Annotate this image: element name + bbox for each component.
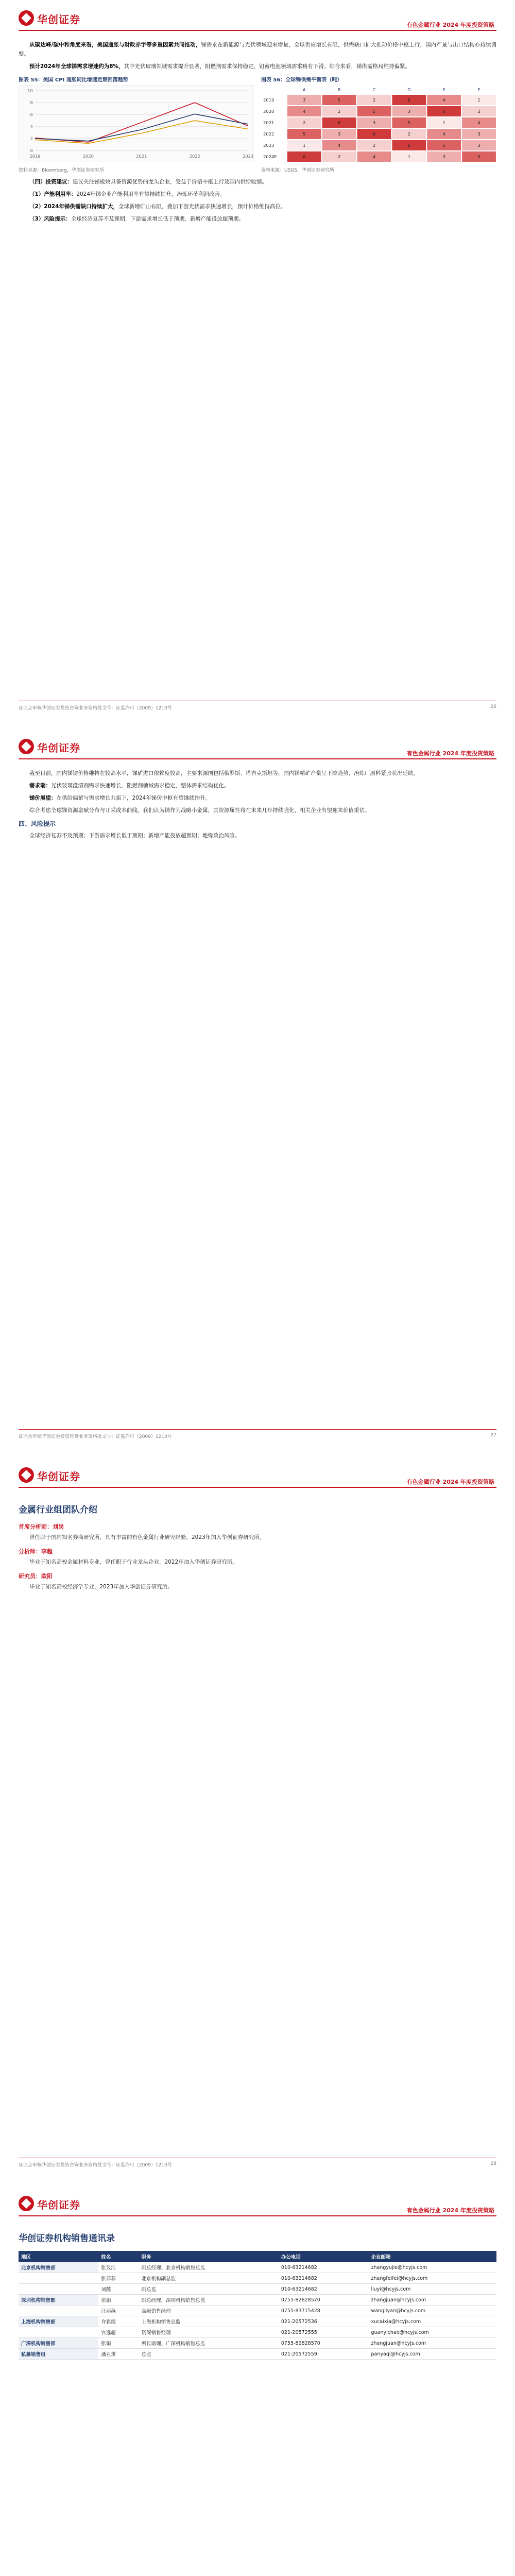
cell-phone: 010-63214682 — [279, 2262, 369, 2273]
table-body — [19, 2262, 496, 2360]
cell-phone: 0755-83715428 — [279, 2306, 369, 2316]
paragraph: 需求端：光伏玻璃澄清剂需求快速增长，阻燃剂领域需求稳定，整体需求结构优化。 — [29, 783, 230, 789]
risk-paragraph: 全球经济复苏不及预期；下游需求增长低于预期；新增产能投放超预期；地缘政治风险。 — [29, 833, 241, 839]
heatmap-table — [261, 85, 496, 162]
cell-email: guanyichao@hcyjs.com — [369, 2327, 497, 2338]
cell-role: 总监 — [139, 2349, 279, 2360]
heat-value: 1 — [407, 154, 410, 159]
row-label: 2023 — [263, 143, 274, 148]
y-tick-label: 4 — [30, 124, 33, 129]
page-number: 28 — [490, 2161, 496, 2166]
logo-icon — [19, 2196, 34, 2211]
page-body — [19, 2226, 496, 2360]
table-row — [19, 2316, 496, 2327]
profile-name: 首席分析师：刘岗 — [19, 1523, 64, 1530]
heat-value: 6 — [372, 131, 376, 137]
heat-value: 1 — [303, 143, 306, 148]
table-row — [19, 2306, 496, 2316]
cell-region — [19, 2284, 98, 2295]
cell-email: xucaixia@hcyjs.com — [369, 2316, 497, 2327]
cell-name: 张昱洁 — [98, 2262, 139, 2273]
col-label: F — [477, 87, 480, 92]
col-header: 办公电话 — [279, 2251, 369, 2262]
page-body — [19, 40, 496, 227]
cell-phone: 021-20572559 — [279, 2349, 369, 2360]
y-tick-label: 2 — [30, 136, 33, 141]
heat-value: 6 — [303, 154, 306, 159]
figure-source: 资料来源：USGS，华创证券研究所 — [261, 168, 334, 173]
header-rule — [19, 1487, 496, 1488]
cell-phone: 0755-82828570 — [279, 2338, 369, 2349]
row-label: 2019 — [263, 97, 274, 103]
cell-region — [19, 2273, 98, 2284]
x-tick-label: 2020 — [82, 154, 94, 159]
table-row — [19, 2273, 496, 2284]
paragraph: （2）2024年锑供需缺口持续扩大，全球新增矿山有限，叠加下游光伏需求快速增长，预计价格维持高位。 — [29, 204, 286, 210]
series-line — [35, 103, 248, 142]
report-title: 有色金属行业 2024 年度投资策略 — [406, 22, 494, 28]
cell-role: 北京机构副总监 — [139, 2273, 279, 2284]
heat-value: 3 — [337, 131, 341, 137]
cell-name: 张娟 — [98, 2338, 139, 2349]
heat-value: 5 — [337, 97, 341, 103]
cell-region: 深圳机构销售部 — [19, 2295, 98, 2306]
paragraph: 锑价展望：在供给偏紧与需求增长共振下，2024年锑价中枢有望继续抬升。 — [29, 795, 211, 801]
figure-balance — [261, 75, 496, 173]
figure-caption: 图表 56：全球锑供需平衡表（吨） — [261, 77, 342, 83]
cell-phone: 010-63214682 — [279, 2284, 369, 2295]
cell-phone: 021-20572555 — [279, 2327, 369, 2338]
cell-region: 北京机构销售部 — [19, 2262, 98, 2273]
col-header: 职务 — [139, 2251, 279, 2262]
heat-value: 1 — [442, 120, 445, 125]
heat-value: 6 — [407, 97, 410, 103]
cell-region: 广深机构销售部 — [19, 2338, 98, 2349]
table-row — [19, 2295, 496, 2306]
cell-role: 副总经理、北京机构销售总监 — [139, 2262, 279, 2273]
heat-value: 3 — [303, 97, 306, 103]
paragraph: （3）风险提示：全球经济复苏不及预期，下游需求增长低于预期，新增产能投放超预期。 — [29, 216, 244, 222]
page-footer — [19, 1429, 496, 1442]
cell-email: wangliyan@hcyjs.com — [369, 2306, 497, 2316]
x-tick-label: 2023 — [243, 154, 254, 159]
cell-role: 所长助理、广深机构销售总监 — [139, 2338, 279, 2349]
x-tick-label: 2019 — [29, 154, 41, 159]
cell-role: 副总经理、深圳机构销售总监 — [139, 2295, 279, 2306]
col-header: 地区 — [19, 2251, 98, 2262]
cell-name: 许彩霞 — [98, 2316, 139, 2327]
paragraph: （四）投资建议：建议关注锑板块具备资源优势的龙头企业，受益于价格中枢上行及国内供给收缩。 — [29, 179, 267, 185]
header-rule — [19, 30, 496, 31]
paragraph: 综合考虑全球锑资源禀赋分布与开采成本曲线，我们认为锑作为战略小金属，其资源属性将在未来几年持续强化，相关企业有望迎来价值重估。 — [29, 807, 370, 814]
figure-source: 资料来源：Bloomberg，华创证券研究所 — [19, 168, 104, 173]
page-body — [19, 769, 496, 843]
page-header — [0, 1457, 515, 1494]
paragraph: 截至目前，国内锑锭价格维持在较高水平，锑矿进口依赖度较高，主要来源国包括俄罗斯、塔吉克斯坦等，国内锑精矿产量呈下降趋势，冶炼厂原料紧张状况延续。 — [29, 770, 419, 776]
page-number: 26 — [490, 704, 496, 709]
cell-email: zhangjuan@hcyjs.com — [369, 2295, 497, 2306]
heat-value: 2 — [303, 120, 306, 125]
profile-text: 毕业于知名高校经济学专业，2023年加入华创证券研究所。 — [29, 1584, 173, 1590]
footer-disclaimer: 证监会审核华创证券投资咨询业务资格批文号：证监许可（2009）1210号 — [19, 1434, 172, 1439]
report-title: 有色金属行业 2024 年度投资策略 — [406, 2207, 494, 2214]
cell-role: 副总监 — [139, 2284, 279, 2295]
paragraph: （1）产能利用率：2024年锑企业产能利用率有望持续提升，冶炼环节利润改善。 — [29, 191, 226, 197]
table-row — [19, 2284, 496, 2295]
section-heading: 四、风险提示 — [19, 820, 56, 827]
brand-logo: 华创证券 — [19, 2196, 96, 2211]
profile-text: 曾任职于国内知名券商研究所，具有丰富的有色金属行业研究经验，2023年加入华创证券研究所。 — [29, 1534, 265, 1540]
heat-value: 3 — [477, 131, 480, 137]
col-header: 姓名 — [98, 2251, 139, 2262]
heat-value: 2 — [477, 109, 480, 114]
heat-value: 2 — [337, 154, 341, 159]
profile-name: 研究员：欧阳 — [19, 1573, 53, 1580]
cell-phone: 021-20572536 — [279, 2316, 369, 2327]
brand-logo: 华创证券 — [19, 739, 96, 754]
x-tick-label: 2022 — [189, 154, 200, 159]
heat-value: 5 — [442, 143, 445, 148]
heat-value: 3 — [372, 120, 376, 125]
page-footer — [19, 701, 496, 713]
line-chart — [19, 85, 254, 162]
heat-value: 3 — [477, 143, 480, 148]
footer-disclaimer: 证监会审核华创证券投资咨询业务资格批文号：证监许可（2009）1210号 — [19, 706, 172, 711]
page-26 — [0, 0, 515, 728]
cell-role: 高级销售经理 — [139, 2306, 279, 2316]
cell-email: panyaqi@hcyjs.com — [369, 2349, 497, 2360]
y-tick-label: 0 — [30, 148, 33, 154]
page-28 — [0, 1457, 515, 2185]
heat-value: 4 — [442, 97, 445, 103]
page-header — [0, 728, 515, 766]
heat-value: 4 — [303, 109, 306, 114]
col-label: B — [337, 87, 341, 92]
logo-icon — [19, 739, 34, 754]
cell-name: 官逸超 — [98, 2327, 139, 2338]
col-label: A — [302, 87, 306, 92]
cell-region: 私募销售组 — [19, 2349, 98, 2360]
heat-value: 5 — [407, 120, 410, 125]
brand-logo: 华创证券 — [19, 10, 96, 26]
page-number: 27 — [490, 1433, 496, 1438]
heat-value: 4 — [372, 154, 376, 159]
contact-table — [19, 2251, 496, 2360]
paragraph: 从碳达峰/碳中和角度来看，美国通胀与财政赤字等多重因素共同推动，锑需求在新能源与光伏领域迎来增量，全球供应增长有限，供需缺口扩大推动价格中枢上行，国内产量与出口结构亦持续调整。 — [19, 42, 497, 57]
heat-value: 2 — [407, 131, 410, 137]
row-label: 2021 — [263, 120, 274, 125]
heat-value: 4 — [442, 131, 445, 137]
paragraph: 预计2024年全球锑需求增速约为8%，其中光伏玻璃领域需求提升显著，阻燃剂需求保持稳定，铅蓄电池领域需求略有下滑。综合来看，锑供需格局维持偏紧。 — [29, 63, 411, 70]
row-label: 2022 — [263, 131, 274, 137]
heat-value: 3 — [407, 109, 410, 114]
heat-value: 5 — [477, 154, 480, 159]
row-label: 2024E — [263, 154, 277, 159]
col-label: D — [407, 87, 411, 92]
heat-value: 2 — [372, 143, 376, 148]
report-title: 有色金属行业 2024 年度投资策略 — [406, 1479, 494, 1485]
figure-cpi — [19, 75, 254, 173]
heat-value: 1 — [477, 97, 480, 103]
figure-row — [19, 75, 496, 173]
page-27 — [0, 728, 515, 1457]
logo-icon — [19, 10, 34, 26]
cell-role: 资深销售经理 — [139, 2327, 279, 2338]
table-row — [19, 2262, 496, 2273]
header-rule — [19, 758, 496, 759]
row-label: 2020 — [263, 109, 274, 114]
cell-name: 刘懿 — [98, 2284, 139, 2295]
cell-phone: 0755-82828570 — [279, 2295, 369, 2306]
page-title: 金属行业组团队介绍 — [19, 1505, 97, 1515]
page-body — [19, 1497, 496, 1595]
heat-value: 4 — [477, 120, 480, 125]
y-tick-label: 6 — [30, 112, 33, 117]
col-label: E — [442, 87, 445, 92]
heat-value: 2 — [337, 109, 341, 114]
footer-disclaimer: 证监会审核华创证券投资咨询业务资格批文号：证监许可（2009）1210号 — [19, 2163, 172, 2168]
header-rule — [19, 2215, 496, 2216]
cell-name: 张菲菲 — [98, 2273, 139, 2284]
heat-value: 5 — [303, 131, 306, 137]
col-label: C — [372, 87, 376, 92]
table-row — [19, 2338, 496, 2349]
cell-region — [19, 2327, 98, 2338]
col-header: 企业邮箱 — [369, 2251, 497, 2262]
brand-logo: 华创证券 — [19, 1467, 96, 1483]
heat-value: 5 — [372, 109, 376, 114]
heat-value: 4 — [337, 143, 341, 148]
cell-email: zhangfeifei@hcyjs.com — [369, 2273, 497, 2284]
series-line — [35, 114, 248, 141]
heat-value: 6 — [442, 109, 445, 114]
table-row — [19, 2327, 496, 2338]
cell-phone: 010-63214682 — [279, 2273, 369, 2284]
heat-value: 6 — [407, 143, 410, 148]
figure-caption: 图表 55：美国 CPI 通胀同比增速近期回落趋势 — [19, 77, 128, 83]
logo-icon — [19, 1467, 34, 1483]
cell-name: 张娟 — [98, 2295, 139, 2306]
table-row — [19, 2349, 496, 2360]
cell-name: 汪丽燕 — [98, 2306, 139, 2316]
profile-text: 毕业于知名高校金属材料专业，曾任职于行业龙头企业，2022年加入华创证券研究所。 — [29, 1559, 238, 1565]
y-tick-label: 8 — [30, 100, 33, 106]
page-footer — [19, 2158, 496, 2170]
cell-email: zhangjuan@hcyjs.com — [369, 2338, 497, 2349]
cell-email: liuyi@hcyjs.com — [369, 2284, 497, 2295]
cell-name: 潘亚琪 — [98, 2349, 139, 2360]
y-tick-label: 10 — [27, 88, 33, 93]
x-tick-label: 2021 — [136, 154, 147, 159]
report-title: 有色金属行业 2024 年度投资策略 — [406, 750, 494, 757]
cell-region: 上海机构销售部 — [19, 2316, 98, 2327]
page-title: 华创证券机构销售通讯录 — [19, 2233, 115, 2244]
cell-region — [19, 2306, 98, 2316]
page-29 — [0, 2185, 515, 2576]
heat-value: 6 — [337, 120, 341, 125]
cell-email: zhangyujie@hcyjs.com — [369, 2262, 497, 2273]
heat-value: 2 — [372, 97, 376, 103]
page-header — [0, 0, 515, 37]
page-header — [0, 2185, 515, 2223]
cell-role: 上海机构销售总监 — [139, 2316, 279, 2327]
profile-name: 分析师：李超 — [19, 1548, 53, 1555]
heat-value: 3 — [442, 154, 445, 159]
